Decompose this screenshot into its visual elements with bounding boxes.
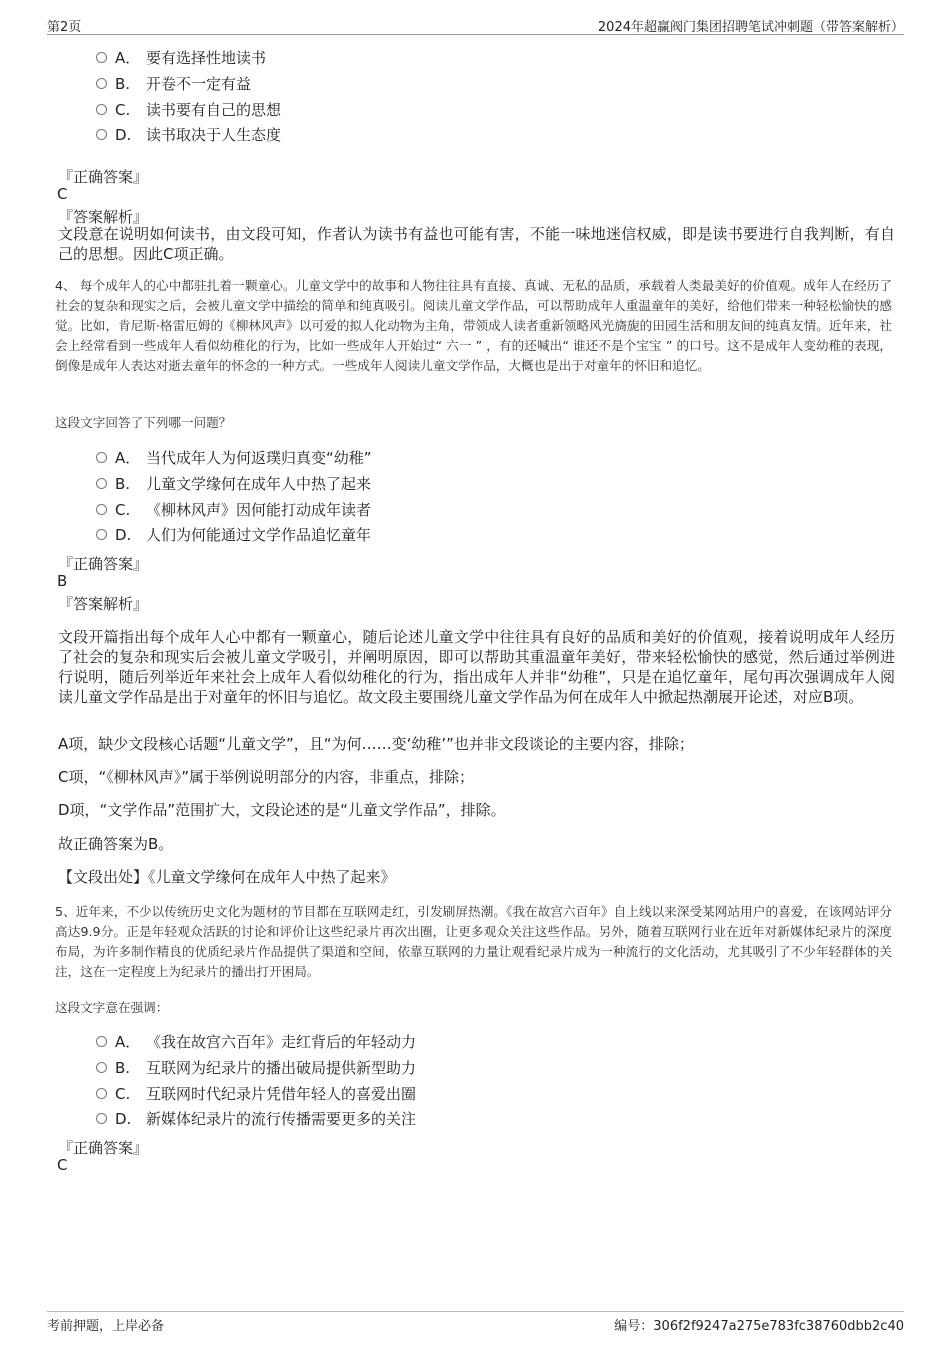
radio-icon[interactable]	[96, 78, 107, 89]
q3-analysis-label: 『答案解析』	[58, 208, 149, 226]
radio-icon[interactable]	[96, 1088, 107, 1099]
q5-option-b[interactable]: B. 互联网为纪录片的播出破局提供新型助力	[96, 1057, 416, 1079]
q5-question: 这段文字意在强调：	[55, 1000, 169, 1015]
q4-note-d: D项，“文学作品”范围扩大，文段论述的是“儿童文学作品”，排除。	[58, 801, 506, 819]
q4-option-a[interactable]: A． 当代成年人为何返璞归真变“幼稚”	[96, 447, 372, 469]
q3-analysis: 文段意在说明如何读书，由文段可知，作者认为读书有益也可能有害，不能一味地迷信权威，即是读书要进行自我判断，有自己的思想。因此C项正确。	[58, 225, 895, 263]
q4-option-b[interactable]: B. 儿童文学缘何在成年人中热了起来	[96, 473, 371, 495]
q5-answer-label: 『正确答案』	[58, 1139, 149, 1157]
code-label: 编号：	[614, 1319, 654, 1334]
q4-source: 【文段出处】《儿童文学缘何在成年人中热了起来》	[58, 868, 396, 886]
q3-option-c[interactable]: C. 读书要有自己的思想	[96, 99, 281, 121]
document-title: 2024年超赢阀门集团招聘笔试冲刺题（带答案解析）	[597, 20, 904, 35]
page-header	[47, 14, 904, 35]
page-number: 第2页	[47, 20, 82, 35]
q5-option-c[interactable]: C. 互联网时代纪录片凭借年轻人的喜爱出圈	[96, 1083, 416, 1105]
radio-icon[interactable]	[96, 129, 107, 140]
q4-answer: B	[57, 572, 68, 590]
footer-slogan: 考前押题，上岸必备	[47, 1319, 165, 1334]
q4-conclusion: 故正确答案为B。	[58, 835, 174, 853]
radio-icon[interactable]	[96, 1113, 107, 1124]
radio-icon[interactable]	[96, 1062, 107, 1073]
q4-answer-label: 『正确答案』	[58, 555, 149, 573]
q5-option-d[interactable]: D. 新媒体纪录片的流行传播需要更多的关注	[96, 1108, 416, 1130]
q3-answer-label: 『正确答案』	[58, 168, 149, 186]
q5-passage: 5、近年来，不少以传统历史文化为题材的节目都在互联网走红，引发刷屏热潮。《我在故宫六百年》自上线以来深受某网站用户的喜爱，在该网站评分高达9.9分。正是年轻观众活跃的讨论和评价让这些纪录片再次出圈，让更多观众关注这些作品。另外，随着互联网行业在近年对新媒体纪录片的深度布局，为许多制作精良的优质纪录片作品提供了渠道和空间，依靠互联网的力量让观看纪录片成为一种流行的文化活动，尤其吸引了不少年轻群体的关注，这在一定程度上为纪录片的播出打开困局。	[55, 904, 892, 979]
radio-icon[interactable]	[96, 1036, 107, 1047]
q4-analysis: 文段开篇指出每个成年人心中都有一颗童心，随后论述儿童文学中往往具有良好的品质和美好的价值观，接着说明成年人经历了社会的复杂和现实后会被儿童文学吸引，并阐明原因，即可以帮助其重温童年美好，带来轻松愉快的感觉，然后通过举例进行说明，随后列举近年来社会上成年人看似幼稚化的行为，指出成年人并非“幼稚”，只是在追忆童年，尾句再次强调成年人阅读儿童文学作品是出于对童年的怀旧与追忆。故文段主要围绕儿童文学作品为何在成年人中掀起热潮展开论述，对应B项。	[58, 628, 895, 706]
q4-note-a: A项，缺少文段核心话题“儿童文学”，且“为何……变‘幼稚’”也并非文段谈论的主要内容，排除；	[58, 735, 694, 753]
q3-option-b[interactable]: B. 开卷不一定有益	[96, 73, 251, 95]
q4-note-c: C项，“《柳林风声》”属于举例说明部分的内容，非重点，排除；	[58, 768, 475, 786]
q4-option-d[interactable]: D. 人们为何能通过文学作品追忆童年	[96, 524, 371, 546]
q5-option-a[interactable]: A． 《我在故宫六百年》走红背后的年轻动力	[96, 1031, 416, 1053]
document-code	[614, 1315, 904, 1334]
radio-icon[interactable]	[96, 529, 107, 540]
q3-option-d[interactable]: D. 读书取决于人生态度	[96, 124, 281, 146]
radio-icon[interactable]	[96, 104, 107, 115]
q4-option-c[interactable]: C. 《柳林风声》因何能打动成年读者	[96, 499, 371, 521]
q3-answer: C	[57, 185, 68, 203]
radio-icon[interactable]	[96, 478, 107, 489]
q3-option-a[interactable]: A． 要有选择性地读书	[96, 47, 266, 69]
radio-icon[interactable]	[96, 504, 107, 515]
q4-analysis-label: 『答案解析』	[58, 595, 149, 613]
q4-question: 这段文字回答了下列哪一问题？	[55, 415, 232, 430]
radio-icon[interactable]	[96, 52, 107, 63]
q5-answer: C	[57, 1156, 68, 1174]
radio-icon[interactable]	[96, 452, 107, 463]
code-value: 306f2f9247a275e783fc38760dbb2c40	[653, 1319, 904, 1334]
page-footer	[47, 1311, 904, 1336]
q4-passage: 4、 每个成年人的心中都驻扎着一颗童心。儿童文学中的故事和人物往往具有直接、真诚、无私的品质，承载着人类最美好的价值观。成年人在经历了社会的复杂和现实之后，会被儿童文学中描绘的简单和纯真吸引。阅读儿童文学作品，可以帮助成年人重温童年的美好，给他们带来一种轻松愉快的感觉。比如，肯尼斯·格雷厄姆的《柳林风声》以可爱的拟人化动物为主角，带领成人读者重新领略风光旖旎的田园生活和朋友间的纯真友情。近年来，社会上经常看到一些成年人看似幼稚化的行为，比如一些成年人开始过“ 六一 ” ，有的还喊出“ 谁还不是个宝宝 ” 的口号。这不是成年人变幼稚的表现，倒像是成年人表达对逝去童年的怀念的一种方式。一些成年人阅读儿童文学作品，大概也是出于对童年的怀旧和追忆。	[55, 278, 892, 373]
